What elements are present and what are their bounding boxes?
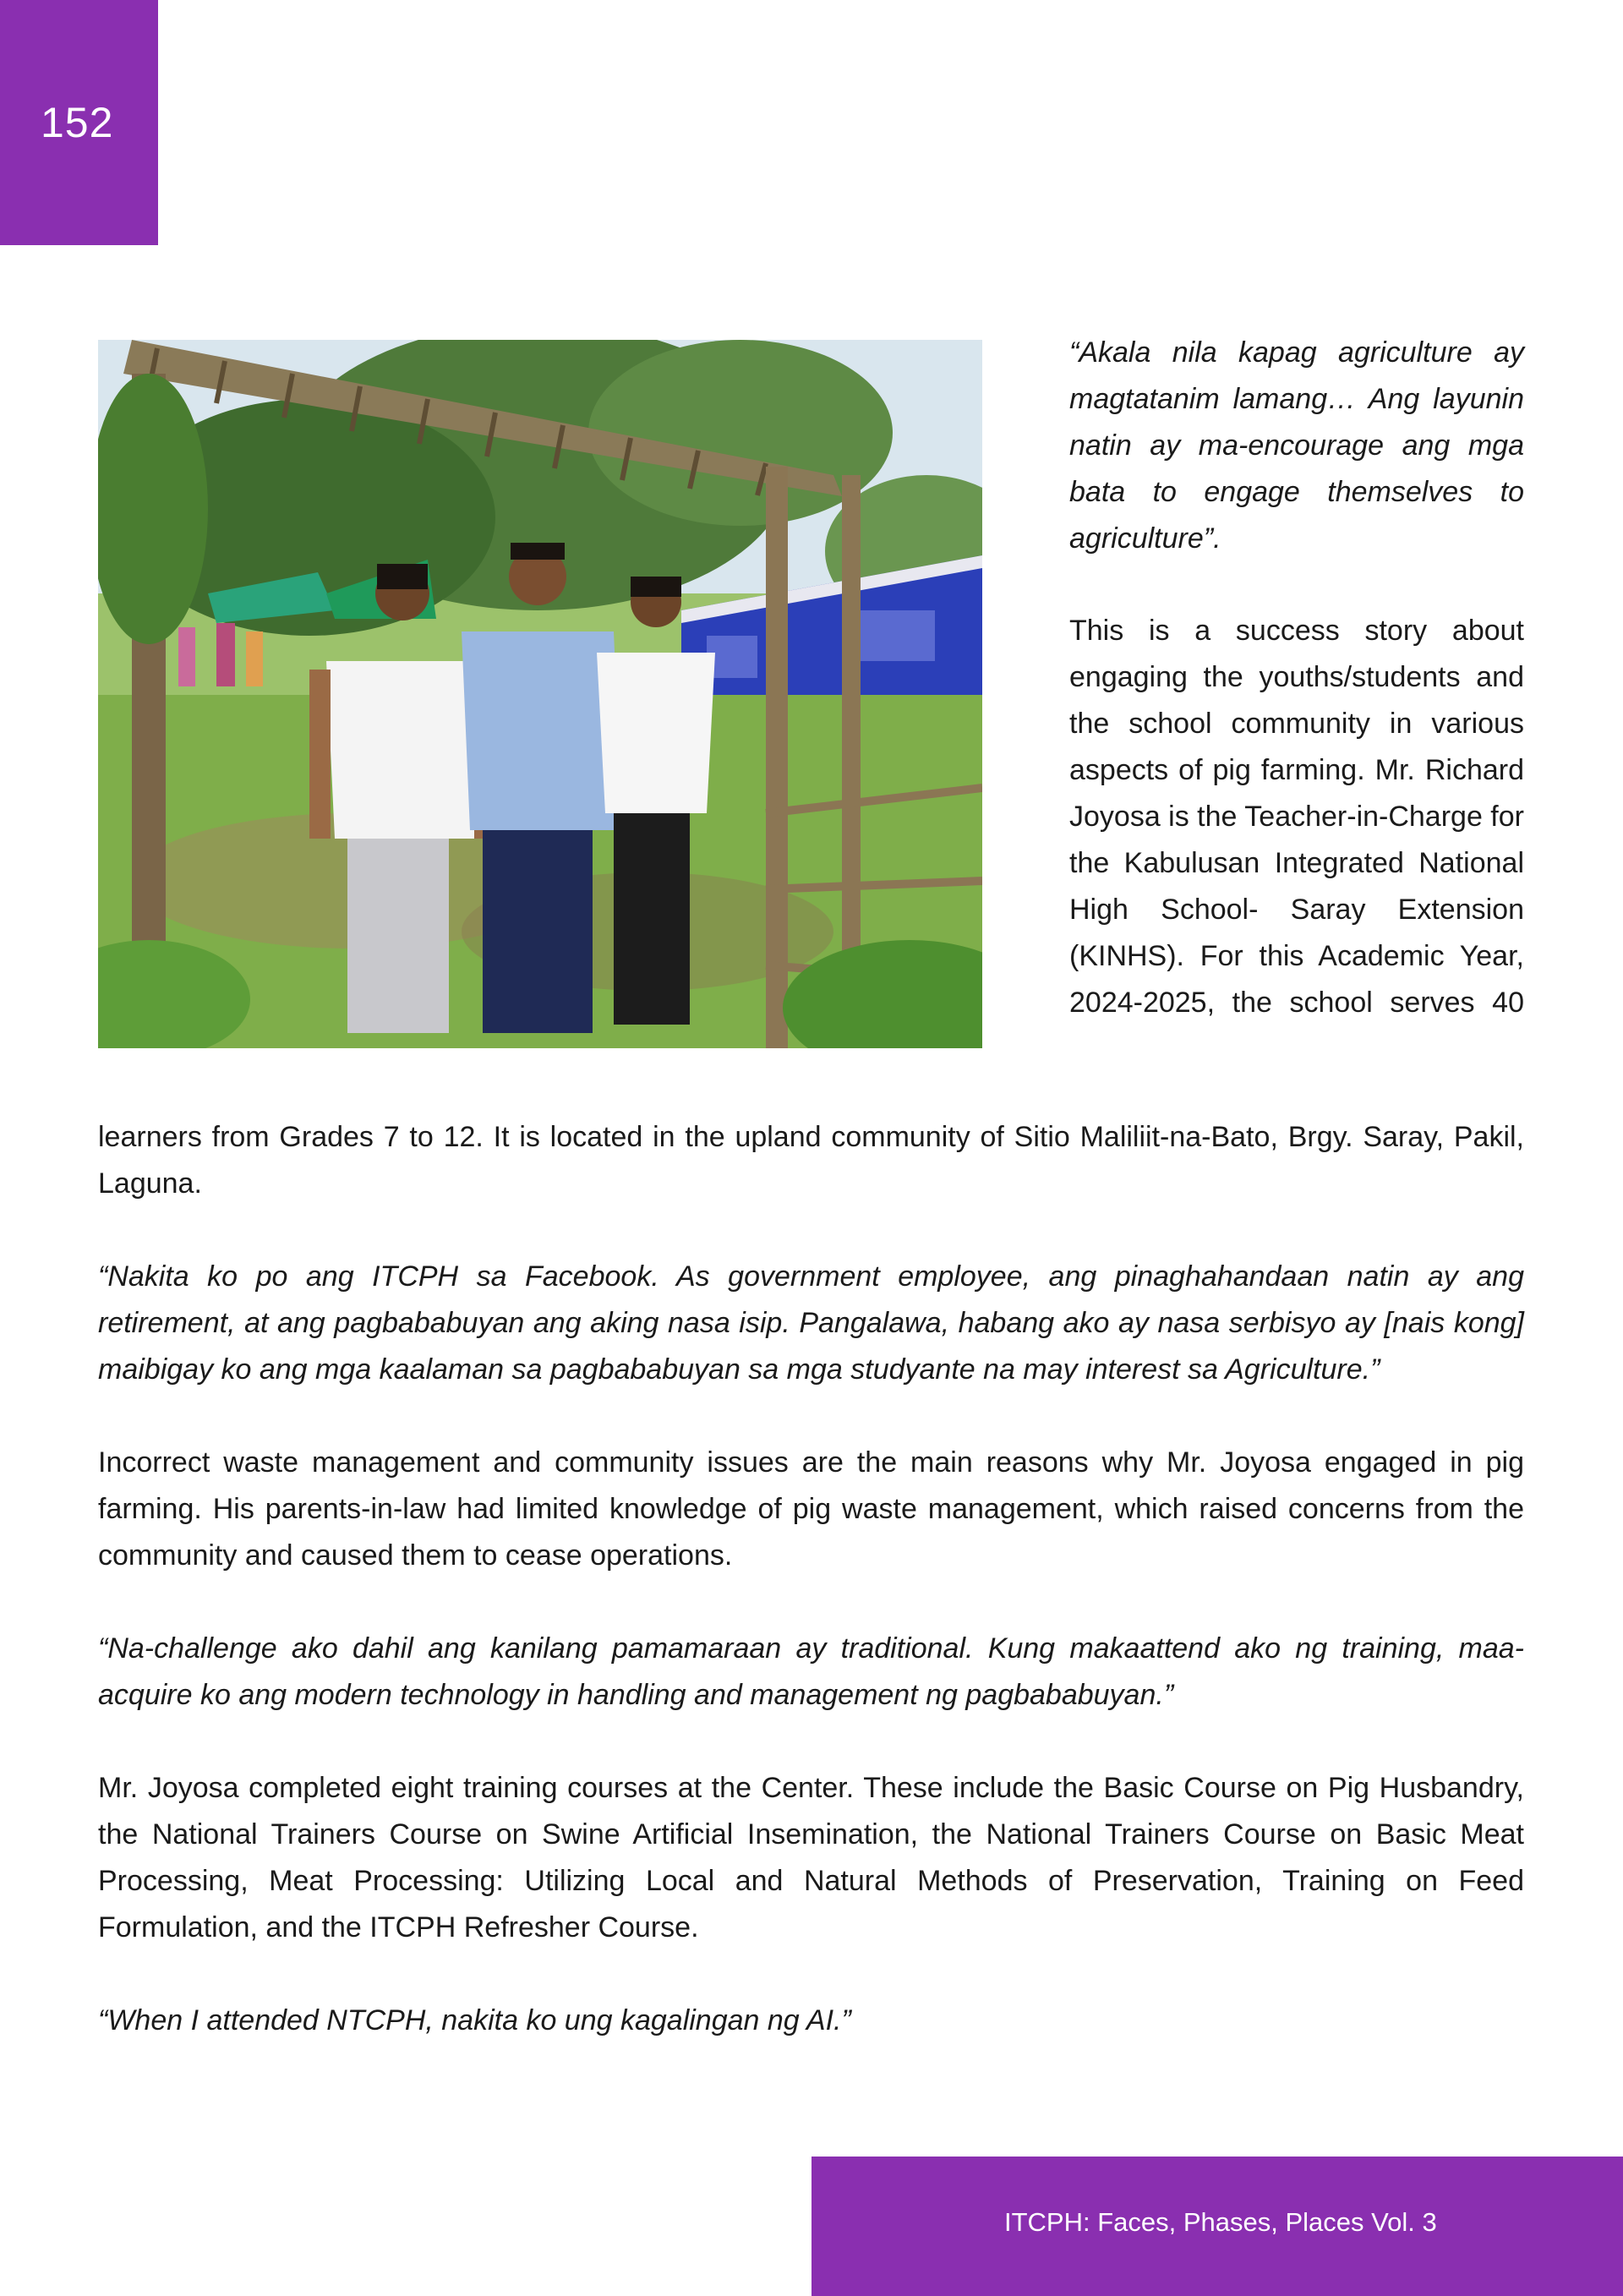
body-paragraph: Incorrect waste management and community issues are the main reasons why Mr. Joyosa engaged in pig farming. His parents-in-law had limited knowledge of pig waste management, which raised concerns from the community and caused them to cease operations.	[98, 1446, 1524, 1572]
quote-paragraph: “Nakita ko po ang ITCPH sa Facebook. As government employee, ang pinaghahandaan natin ay ang retirement, at ang pagbababuyan ang aking nasa isip. Pangalawa, habang ako ay nasa serbisyo ay [nais kong] maibigay ko ang mga kaalaman sa pagbababuyan sa mga studyante na may interest sa Agriculture.”	[98, 1260, 1524, 1386]
intro-paragraph: This is a success story about engaging the youths/students and the school community in various aspects of pig farming. Mr. Richard Joyosa is the Teacher-in-Charge for the Kabulusan Integrated National High School- Saray Extension (KINHS). For this Academic Year, 2024-2025, the school serves 40	[1069, 615, 1524, 1019]
photo-illustration	[98, 340, 982, 1048]
quote-paragraph: “Na-challenge ako dahil ang kanilang pamamaraan ay traditional. Kung makaattend ako ng training, maa-acquire ko ang modern technology in handling and management ng pagbababuyan.”	[98, 1632, 1524, 1711]
footer-title: ITCPH: Faces, Phases, Places Vol. 3	[1004, 2207, 1437, 2237]
side-column	[1069, 330, 1524, 1026]
photo-three-people-icon	[98, 340, 982, 1048]
footer-bar	[812, 2157, 1623, 2296]
body-paragraph: Mr. Joyosa completed eight training courses at the Center. These include the Basic Course on Pig Husbandry, the National Trainers Course on Swine Artificial Insemination, the National Trainers Course on Basic Meat Processing, Meat Processing: Utilizing Local and Natural Methods of Preservation, Training on Feed Formulation, and the ITCPH Refresher Course.	[98, 1772, 1524, 1943]
main-column	[98, 1114, 1524, 2091]
page-number-tab	[0, 0, 158, 245]
quote-paragraph: “When I attended NTCPH, nakita ko ung kagalingan ng AI.”	[98, 2004, 851, 2036]
opening-quote: “Akala nila kapag agriculture ay magtatanim lamang… Ang layunin natin ay ma-encourage ang mga bata to engage themselves to agriculture”.	[1069, 336, 1524, 555]
body-paragraph: learners from Grades 7 to 12. It is located in the upland community of Sitio Maliliit-na-Bato, Brgy. Saray, Pakil, Laguna.	[98, 1121, 1524, 1200]
page-number: 152	[41, 99, 114, 146]
